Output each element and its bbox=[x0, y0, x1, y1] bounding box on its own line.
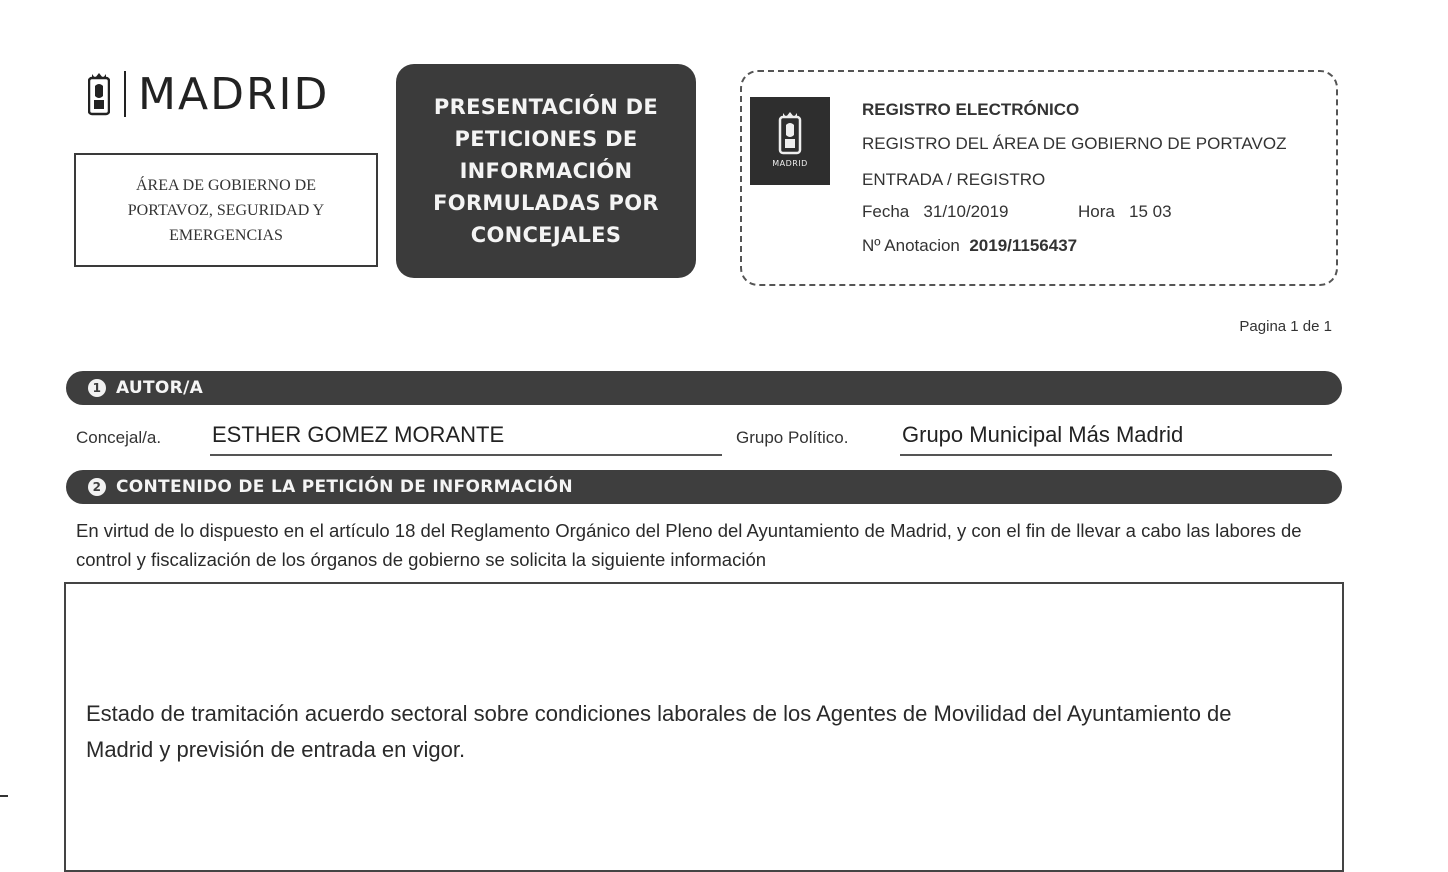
logo-divider bbox=[124, 71, 126, 117]
political-group-field: Grupo Municipal Más Madrid bbox=[900, 422, 1332, 456]
page-indicator: Pagina 1 de 1 bbox=[1239, 318, 1332, 335]
registry-stamp bbox=[740, 70, 1338, 286]
madrid-crest-icon bbox=[88, 72, 110, 116]
section-number: 1 bbox=[88, 379, 106, 397]
time-label: Hora bbox=[1077, 202, 1115, 221]
annotation-label: Nº Anotacion bbox=[862, 236, 960, 255]
registry-date-row bbox=[862, 202, 1172, 222]
logo-wordmark: MADRID bbox=[138, 68, 330, 120]
margin-mark bbox=[0, 795, 8, 797]
government-area-box bbox=[74, 153, 378, 267]
request-intro-text: En virtud de lo dispuesto en el artículo 18 del Reglamento Orgánico del Pleno del Ayuntamiento de Madrid, y con el fin de llevar a cabo las labores de control y fiscalización de los órganos de gobierno se solicita la siguiente información bbox=[76, 520, 1302, 570]
councillor-field: ESTHER GOMEZ MORANTE bbox=[210, 422, 722, 456]
form-title-panel: PRESENTACIÓN DE PETICIONES DE INFORMACIÓN FORMULADAS POR CONCEJALES bbox=[396, 64, 696, 278]
date-label: Fecha bbox=[862, 202, 910, 221]
government-area-name: ÁREA DE GOBIERNO DE PORTAVOZ, SEGURIDAD Y EMERGENCIAS bbox=[127, 176, 325, 244]
section-title: CONTENIDO DE LA PETICIÓN DE INFORMACIÓN bbox=[116, 477, 573, 497]
political-group-label: Grupo Político. bbox=[736, 428, 849, 447]
request-text: Estado de tramitación acuerdo sectoral sobre condiciones laborales de los Agentes de Movilidad del Ayuntamiento de Madrid y previsión de entrada en vigor. bbox=[86, 701, 1232, 762]
registry-title: REGISTRO ELECTRÓNICO bbox=[862, 100, 1080, 119]
registry-annotation-row bbox=[862, 236, 1077, 256]
registry-office: REGISTRO DEL ÁREA DE GOBIERNO DE PORTAVOZ bbox=[862, 134, 1287, 153]
registry-type: ENTRADA / REGISTRO bbox=[862, 170, 1046, 189]
madrid-logo bbox=[88, 64, 329, 124]
registry-seal bbox=[750, 97, 830, 185]
time-value: 15 03 bbox=[1129, 202, 1172, 221]
section-title: AUTOR/A bbox=[116, 378, 204, 398]
madrid-crest-icon bbox=[776, 111, 804, 155]
councillor-label: Concejal/a. bbox=[76, 428, 162, 447]
section-author-header bbox=[66, 371, 1342, 405]
section-content-header bbox=[66, 470, 1342, 504]
date-value: 31/10/2019 bbox=[923, 202, 1009, 221]
annotation-value: 2019/1156437 bbox=[969, 236, 1078, 255]
section-number: 2 bbox=[88, 478, 106, 496]
seal-label: MADRID bbox=[772, 159, 808, 168]
